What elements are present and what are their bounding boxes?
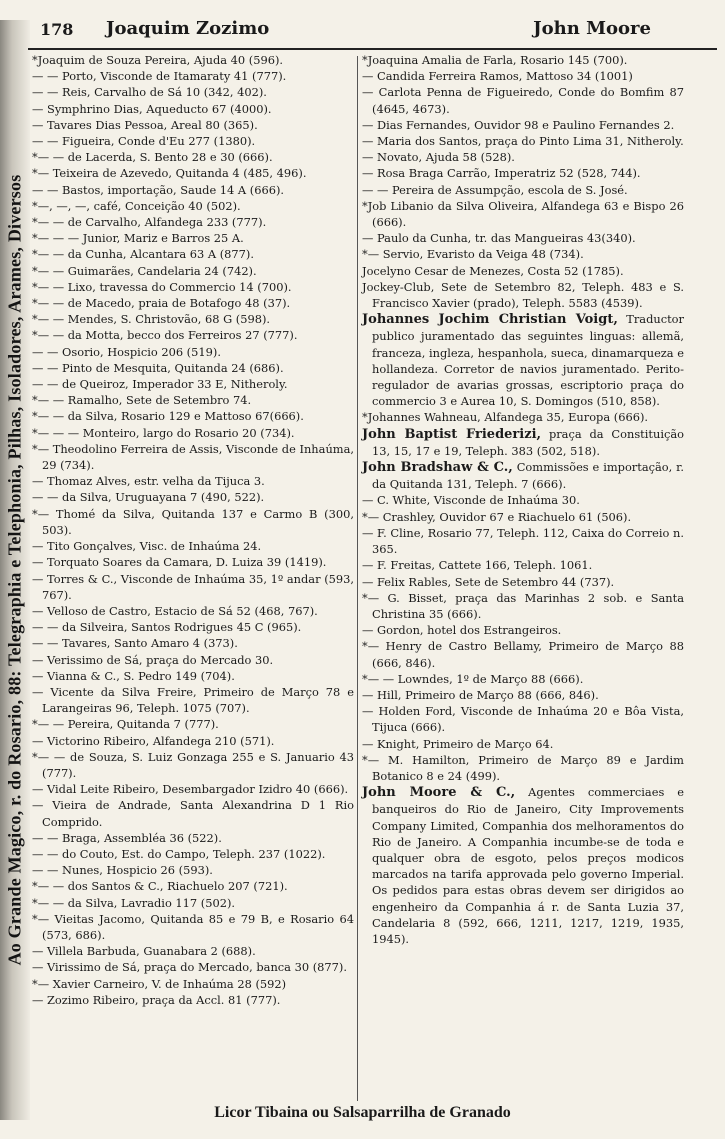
entry-text: Jocelyno Cesar de Menezes, Costa 52 (1785). bbox=[362, 263, 624, 278]
page-number: 178 bbox=[40, 20, 74, 39]
side-advertisement-strip bbox=[0, 20, 30, 1120]
right-column bbox=[362, 52, 684, 947]
entry-text: — Paulo da Cunha, tr. das Mangueiras 43(340). bbox=[362, 231, 636, 246]
directory-entry bbox=[362, 459, 684, 492]
entry-text: *— G. Bisset, praça das Marinhas 2 sob. e Santa Christina 35 (666). bbox=[362, 590, 684, 621]
directory-entry: *— — — Monteiro, largo do Rosario 20 (734). bbox=[32, 425, 295, 440]
directory-entry bbox=[362, 703, 684, 735]
header-right-running-title: John Moore bbox=[533, 18, 651, 39]
directory-entry: — Virissimo de Sá, praça do Mercado, banca 30 (877). bbox=[32, 960, 347, 975]
directory-entry: — — Nunes, Hospicio 26 (593). bbox=[32, 863, 213, 878]
directory-entry: — — Figueira, Conde d'Eu 277 (1380). bbox=[32, 134, 256, 149]
directory-entry: — Vianna & C., S. Pedro 149 (704). bbox=[32, 668, 235, 683]
entry-text: — Hill, Primeiro de Março 88 (666, 846). bbox=[362, 687, 599, 702]
directory-entry bbox=[362, 409, 684, 425]
entry-text: *— Crashley, Ouvidor 67 e Riachuelo 61 (506). bbox=[362, 509, 632, 524]
directory-entry: — Victorino Ribeiro, Alfandega 210 (571). bbox=[32, 733, 275, 748]
directory-entry bbox=[362, 638, 684, 670]
directory-entry: — Thomaz Alves, estr. velha da Tijuca 3. bbox=[32, 474, 265, 489]
directory-entry bbox=[362, 557, 684, 573]
directory-entry bbox=[362, 784, 684, 947]
directory-entry: *— — de Souza, S. Luiz Gonzaga 255 e S. Januario 43 (777). bbox=[32, 749, 354, 780]
entry-text: *Job Libanio da Silva Oliveira, Alfandega 63 e Bispo 26 (666). bbox=[362, 198, 684, 230]
column-divider bbox=[357, 56, 358, 1101]
directory-entry bbox=[362, 492, 684, 508]
directory-entry bbox=[362, 590, 684, 622]
entry-text: Traductor publico juramentado das seguintes linguas: allemã, franceza, ingleza, hespanhola, sueca, dinamarqueza e hollandeza. Corretor de navios juramentado. Perito-regulador de avarias grossas, escriptorio praça do commercio 3 e Aurea 10, S. Domingos (510, 858). bbox=[372, 312, 684, 409]
entry-text: — F. Freitas, Cattete 166, Teleph. 1061. bbox=[362, 558, 593, 573]
footer-advertisement: Licor Tibaina ou Salsaparrilha de Granado bbox=[214, 1104, 511, 1121]
entry-text: — Rosa Braga Carrão, Imperatriz 52 (528, 744). bbox=[362, 166, 641, 181]
entry-text: — Candida Ferreira Ramos, Mattoso 34 (1001) bbox=[362, 69, 633, 84]
directory-entry: *— — Pereira, Quitanda 7 (777). bbox=[32, 717, 219, 732]
directory-entry: — Torquato Soares da Camara, D. Luiza 39 (1419). bbox=[32, 555, 327, 570]
directory-entry: — Villela Barbuda, Guanabara 2 (688). bbox=[32, 944, 256, 959]
entry-text: — Holden Ford, Visconde de Inhaúma 20 e Bôa Vista, Tijuca (666). bbox=[362, 704, 684, 735]
directory-entry: — — Braga, Assembléa 36 (522). bbox=[32, 830, 222, 845]
entry-text: *— M. Hamilton, Primeiro de Março 89 e Jardim Botanico 8 e 24 (499). bbox=[362, 752, 684, 783]
directory-entry: *— — da Silva, Lavradio 117 (502). bbox=[32, 895, 236, 910]
firm-name: John Moore & C., bbox=[362, 785, 516, 801]
directory-entry bbox=[362, 263, 684, 279]
directory-entry bbox=[362, 230, 684, 246]
directory-entry: *— Xavier Carneiro, V. de Inhaúma 28 (592) bbox=[32, 976, 287, 991]
directory-entry bbox=[362, 52, 684, 68]
entry-text: Jockey-Club, Sete de Setembro 82, Teleph. 483 e S. Francisco Xavier (prado), Teleph. 5583 (4539). bbox=[362, 279, 684, 311]
entry-text: — C. White, Visconde de Inhaúma 30. bbox=[362, 493, 580, 508]
directory-entry: *— — da Silva, Rosario 129 e Mattoso 67(666). bbox=[32, 409, 304, 424]
directory-entry bbox=[362, 687, 684, 703]
entry-text: — Felix Rables, Sete de Setembro 44 (737). bbox=[362, 574, 615, 589]
firm-name: John Baptist Friederizi, bbox=[362, 426, 542, 442]
directory-entry bbox=[362, 509, 684, 525]
entry-text: — Carlota Penna de Figueiredo, Conde do Bomfim 87 (4645, 4673). bbox=[362, 85, 684, 116]
entry-text: — Dias Fernandes, Ouvidor 98 e Paulino Fernandes 2. bbox=[362, 117, 675, 132]
directory-entry bbox=[362, 736, 684, 752]
directory-entry: — Vieira de Andrade, Santa Alexandrina D 1 Rio Comprido. bbox=[32, 798, 354, 829]
directory-entry bbox=[362, 525, 684, 557]
header-left-running-title: Joaquim Zozimo bbox=[106, 18, 270, 39]
directory-entry: — — Porto, Visconde de Itamaraty 41 (777). bbox=[32, 69, 287, 84]
directory-entry: *— — dos Santos & C., Riachuelo 207 (721). bbox=[32, 879, 288, 894]
directory-entry: — Vidal Leite Ribeiro, Desembargador Izidro 40 (666). bbox=[32, 782, 349, 797]
directory-entry bbox=[362, 165, 684, 181]
directory-entry: — — Reis, Carvalho de Sá 10 (342, 402). bbox=[32, 85, 267, 100]
entry-text: *Joaquina Amalia de Farla, Rosario 145 (700). bbox=[362, 53, 628, 67]
directory-entry: *— — Guimarães, Candelaria 24 (742). bbox=[32, 263, 257, 278]
directory-entry bbox=[362, 133, 684, 149]
directory-entry bbox=[362, 752, 684, 784]
directory-entry: *— Vieitas Jacomo, Quitanda 85 e 79 B, e Rosario 64 (573, 686). bbox=[32, 911, 354, 942]
directory-entry bbox=[362, 198, 684, 230]
directory-entry: — — Osorio, Hospicio 206 (519). bbox=[32, 344, 221, 359]
left-column bbox=[32, 52, 354, 1008]
directory-entry: *— Teixeira de Azevedo, Quitanda 4 (485, 496). bbox=[32, 166, 307, 181]
directory-entry bbox=[362, 84, 684, 116]
directory-entry bbox=[362, 246, 684, 262]
directory-entry: — Velloso de Castro, Estacio de Sá 52 (468, 767). bbox=[32, 603, 318, 618]
entry-text: *Johannes Wahneau, Alfandega 35, Europa (666). bbox=[362, 410, 649, 425]
directory-entry bbox=[362, 622, 684, 638]
directory-entry: *—, —, —, café, Conceição 40 (502). bbox=[32, 198, 241, 213]
directory-entry: — — do Couto, Est. do Campo, Teleph. 237 (1022). bbox=[32, 846, 326, 861]
entry-text: — Gordon, hotel dos Estrangeiros. bbox=[362, 623, 562, 638]
directory-entry: — Zozimo Ribeiro, praça da Accl. 81 (777). bbox=[32, 992, 281, 1007]
entry-text: Commissões e importação, r. da Quitanda 131, Teleph. 7 (666). bbox=[372, 460, 684, 492]
entry-text: — F. Cline, Rosario 77, Teleph. 112, Caixa do Correio n. 365. bbox=[362, 525, 684, 557]
entry-text: — — Pereira de Assumpção, escola de S. José. bbox=[362, 182, 628, 197]
directory-entry: — Tavares Dias Pessoa, Areal 80 (365). bbox=[32, 117, 258, 132]
directory-entry: — Torres & C., Visconde de Inhaúma 35, 1º andar (593, 767). bbox=[32, 571, 354, 602]
directory-entry: *— Theodolino Ferreira de Assis, Visconde de Inhaúma, 29 (734). bbox=[32, 441, 354, 473]
directory-entry: — Vicente da Silva Freire, Primeiro de Março 78 e Larangeiras 96, Teleph. 1075 (707). bbox=[32, 684, 354, 716]
directory-entry bbox=[362, 671, 684, 687]
entry-text: — Novato, Ajuda 58 (528). bbox=[362, 150, 515, 165]
entry-text: *— — Lowndes, 1º de Março 88 (666). bbox=[362, 671, 584, 686]
directory-entry: *— — de Carvalho, Alfandega 233 (777). bbox=[32, 215, 267, 230]
directory-entry bbox=[362, 68, 684, 84]
firm-name: Johannes Jochim Christian Voigt, bbox=[362, 312, 618, 328]
directory-entry: — — Bastos, importação, Saude 14 A (666). bbox=[32, 182, 285, 197]
directory-entry: — — da Silveira, Santos Rodrigues 45 C (965). bbox=[32, 620, 302, 635]
directory-entry: *— — — Junior, Mariz e Barros 25 A. bbox=[32, 231, 244, 246]
directory-entry: *— Thomé da Silva, Quitanda 137 e Carmo B (300, 503). bbox=[32, 506, 354, 537]
directory-entry: *— — Mendes, S. Christovão, 68 G (598). bbox=[32, 312, 271, 327]
directory-entry bbox=[362, 574, 684, 590]
directory-entry: *— — Ramalho, Sete de Setembro 74. bbox=[32, 393, 252, 408]
directory-entry: *— — da Motta, becco dos Ferreiros 27 (777). bbox=[32, 328, 298, 343]
directory-entry bbox=[362, 117, 684, 133]
entry-text: Agentes commerciaes e banqueiros do Rio de Janeiro, City Improvements Company Limited, Companhia dos melhoramentos do Rio de Janeiro. A Companhia incumbe-se de toda e qualquer obra de esgoto, pelos preços modicos marcados na tarifa approvada pelo governo Imperial. Os pedidos para estas obras devem ser dirigidos ao engenheiro da Companhia á r. de Santa Luzia 37, Candelaria 8 (592, 666, 1211, 1217, 1219, 1935, 1945). bbox=[372, 785, 685, 946]
directory-entry: *— — de Lacerda, S. Bento 28 e 30 (666). bbox=[32, 150, 273, 165]
directory-entry: *— — de Macedo, praia de Botafogo 48 (37). bbox=[32, 296, 291, 311]
directory-entry: — — Tavares, Santo Amaro 4 (373). bbox=[32, 636, 238, 651]
directory-entry bbox=[362, 182, 684, 198]
directory-entry bbox=[362, 279, 684, 311]
directory-entry: — Verissimo de Sá, praça do Mercado 30. bbox=[32, 652, 274, 667]
entry-text: *— Servio, Evaristo da Veiga 48 (734). bbox=[362, 247, 584, 262]
directory-entry: *Joaquim de Souza Pereira, Ajuda 40 (596). bbox=[32, 53, 284, 67]
entry-text: — Maria dos Santos, praça do Pinto Lima 31, Nitheroly. bbox=[362, 134, 684, 149]
header-rule bbox=[28, 48, 717, 50]
directory-entry: *— — Lixo, travessa do Commercio 14 (700). bbox=[32, 279, 292, 294]
directory-entry bbox=[362, 311, 684, 409]
page-header bbox=[36, 18, 713, 46]
directory-entry: — — da Silva, Uruguayana 7 (490, 522). bbox=[32, 490, 265, 505]
entry-text: — Knight, Primeiro de Março 64. bbox=[362, 736, 554, 751]
entry-text: praça da Constituição 13, 15, 17 e 19, Teleph. 383 (502, 518). bbox=[372, 426, 684, 458]
side-advertisement-text: Ao Grande Magico, r. do Rosario, 88: Telegraphia e Telephonia, Pilhas, Isoladores, Arames, Diversos bbox=[4, 174, 25, 966]
directory-entry: — Tito Gonçalves, Visc. de Inhaúma 24. bbox=[32, 539, 262, 554]
directory-entry: — — de Queiroz, Imperador 33 E, Nitheroly. bbox=[32, 377, 288, 392]
entry-text: *— Henry de Castro Bellamy, Primeiro de Março 88 (666, 846). bbox=[362, 639, 684, 670]
directory-entry: — — Pinto de Mesquita, Quitanda 24 (686). bbox=[32, 360, 284, 375]
directory-entry bbox=[362, 426, 684, 459]
firm-name: John Bradshaw & C., bbox=[362, 460, 513, 476]
directory-entry: *— — da Cunha, Alcantara 63 A (877). bbox=[32, 247, 254, 262]
directory-entry bbox=[362, 149, 684, 165]
directory-entry: — Symphrino Dias, Aqueducto 67 (4000). bbox=[32, 101, 272, 116]
